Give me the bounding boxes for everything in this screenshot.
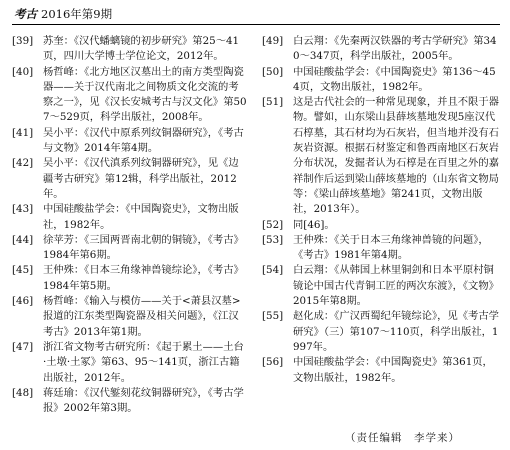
reference-entry	[262, 309, 500, 355]
reference-number: [45]	[12, 264, 34, 277]
reference-number: [40]	[12, 65, 34, 78]
reference-number: [43]	[12, 203, 34, 216]
reference-entry	[12, 233, 247, 264]
right-column	[262, 34, 500, 386]
reference-entry	[12, 65, 247, 126]
page-header	[14, 6, 112, 22]
reference-entry	[262, 233, 500, 264]
reference-number: [52]	[262, 218, 284, 231]
reference-entry	[12, 294, 247, 340]
reference-entry	[12, 340, 247, 386]
reference-number: [47]	[12, 340, 34, 353]
reference-number: [50]	[262, 65, 284, 78]
header-rule	[12, 24, 500, 25]
reference-number: [54]	[262, 264, 284, 277]
reference-text: 王仲殊：《日本三角缘神兽镜综论》，《考古》1984年第5期。	[43, 264, 244, 292]
reference-text: 白云翔：《先秦两汉铁器的考古学研究》第340～347页，科学出版社，2005年。	[293, 35, 497, 63]
reference-entry	[12, 263, 247, 294]
reference-text: 杨哲峰：《输入与模仿——关于<萧县汉墓>报道的江东类型陶瓷器及相关问题》，《江汉考古》2013年第1期。	[43, 295, 241, 338]
reference-number: [55]	[262, 310, 284, 323]
reference-text: 吴小平：《汉代滇系列纹铜器研究》，见《边疆考古研究》第12辑，科学出版社，2012年。	[43, 157, 239, 200]
reference-text: 蒋廷瑜：《汉代錾刻花纹铜器研究》，《考古学报》2002年第3期。	[43, 386, 244, 415]
reference-text: 同[46]。	[293, 218, 335, 231]
reference-entry	[12, 202, 247, 233]
responsible-editor: （责任编辑 李学来）	[345, 432, 460, 444]
reference-text: 这是古代社会的一种常见现象，并且不限于器物。譬如，山东梁山县薛垓墓地发现5座汉代石椁墓，其石材均为石灰岩，但当地并没有石灰岩资源。根据石材鉴定和鲁西南地区石灰岩分布状况，发掘者认为石椁是在百里之外的嘉祥制作后运到梁山薛垓墓地的（山东省文物局等：《梁山薛垓墓地》第241页，文物出版社，2013年）。	[293, 96, 499, 216]
reference-text: 中国硅酸盐学会：《中国陶瓷史》，文物出版社，1982年。	[43, 203, 239, 231]
reference-entry	[262, 355, 500, 386]
reference-number: [44]	[12, 233, 34, 246]
reference-text: 中国硅酸盐学会：《中国陶瓷史》第361页，文物出版社，1982年。	[293, 356, 493, 384]
reference-entry	[262, 218, 500, 233]
reference-number: [56]	[262, 356, 284, 369]
reference-entry	[262, 263, 500, 309]
reference-text: 苏奎：《汉代蟠螭镜的初步研究》第25～41页，四川大学博士学位论文，2012年。	[43, 35, 240, 63]
reference-entry	[262, 65, 500, 96]
left-column	[12, 34, 247, 416]
reference-text: 中国硅酸盐学会：《中国陶瓷史》第136～454页，文物出版社，1982年。	[293, 65, 496, 93]
reference-entry	[262, 95, 500, 217]
issue-label: 2016年第9期	[41, 7, 113, 21]
reference-entry	[12, 126, 247, 157]
reference-text: 白云翔：《从韩国上林里铜剑和日本平原村铜镜论中国古代青铜工匠的两次东渡》，《文物》2015年第8期。	[293, 264, 499, 308]
reference-text: 赵化成：《广汉西蜀纪年镜综论》，见《考古学研究》（三）第107～110页，科学出版社，1997年。	[293, 310, 499, 353]
reference-text: 徐苹芳：《三国两晋南北朝的铜镜》，《考古》1984年第6期。	[43, 233, 244, 262]
reference-entry	[12, 34, 247, 65]
reference-number: [51]	[262, 96, 284, 109]
reference-text: 杨哲峰：《北方地区汉墓出土的南方类型陶瓷器——关于汉代南北之间物质文化交流的考察之一》，见《汉长安城考古与汉文化》第507～529页，科学出版社，2008年。	[43, 65, 247, 124]
reference-number: [53]	[262, 233, 284, 246]
reference-text: 吴小平：《汉代中原系列纹铜器研究》，《考古与文物》2014年第4期。	[43, 126, 244, 155]
reference-number: [42]	[12, 157, 34, 170]
reference-number: [39]	[12, 35, 34, 47]
reference-number: [48]	[12, 386, 34, 399]
reference-entry	[12, 386, 247, 417]
reference-number: [46]	[12, 295, 34, 308]
reference-number: [49]	[262, 35, 284, 47]
reference-entry	[262, 34, 500, 65]
reference-entry	[12, 156, 247, 202]
reference-text: 浙江省文物考古研究所：《起于累土——土台·土墩·土冢》第63、95～141页，浙江古籍出版社，2012年。	[43, 340, 244, 384]
journal-name: 考古	[14, 7, 37, 21]
reference-number: [41]	[12, 126, 34, 139]
reference-text: 王仲殊：《关于日本三角缘神兽镜的问题》，《考古》1981年第4期。	[293, 233, 489, 262]
